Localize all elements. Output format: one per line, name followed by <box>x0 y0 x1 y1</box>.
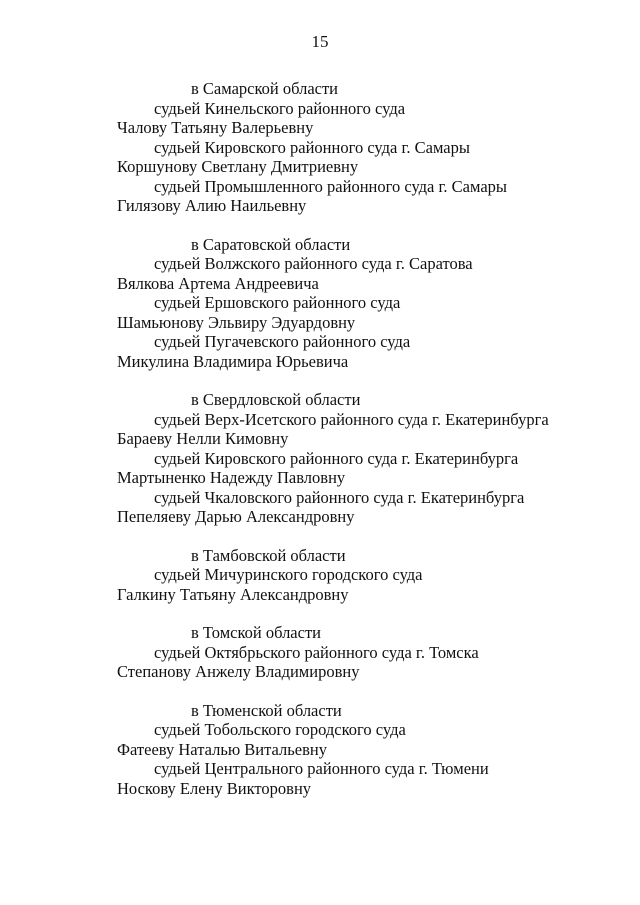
court-line: судьей Октябрьского районного суда г. Томска <box>154 642 479 662</box>
judge-name: Гилязову Алию Наильевну <box>117 196 307 215</box>
region-block-tyumen <box>117 701 617 799</box>
region-block-samara <box>117 79 617 216</box>
judge-name: Носкову Елену Викторовну <box>117 778 312 798</box>
region-block-tomsk <box>117 623 617 682</box>
region-title: в Тюменской области <box>191 700 342 720</box>
court-line: судьей Центрального районного суда г. Тюмени <box>154 759 489 778</box>
court-line: судьей Пугачевского районного суда <box>154 332 411 351</box>
court-line: судьей Кировского районного суда г. Екатеринбурга <box>154 448 519 468</box>
region-title: в Саратовской области <box>191 234 351 254</box>
court-line: судьей Ершовского районного суда <box>154 293 401 312</box>
judge-name: Мартыненко Надежду Павловну <box>117 468 346 487</box>
court-line: судьей Кинельского районного суда <box>154 98 406 118</box>
judge-name: Пепеляеву Дарью Александровну <box>117 507 355 526</box>
court-line: судьей Чкаловского районного суда г. Екатеринбурга <box>154 487 525 507</box>
judge-name: Галкину Татьяну Александровну <box>117 584 349 604</box>
judge-name: Степанову Анжелу Владимировну <box>117 662 360 681</box>
court-line: судьей Верх-Исетского районного суда г. Екатеринбурга <box>154 409 549 429</box>
judge-name: Чалову Татьяну Валерьевну <box>117 118 314 137</box>
court-line: судьей Волжского районного суда г. Саратова <box>154 254 473 273</box>
region-title: в Самарской области <box>191 79 339 98</box>
court-line: судьей Тобольского городского суда <box>154 720 406 739</box>
judge-name: Фатееву Наталью Витальевну <box>117 739 327 759</box>
court-line: судьей Промышленного районного суда г. Самары <box>154 176 507 196</box>
court-line: судьей Кировского районного суда г. Самары <box>154 137 470 157</box>
judge-name: Бараеву Нелли Кимовну <box>117 429 289 448</box>
judge-name: Микулина Владимира Юрьевича <box>117 351 349 371</box>
court-line: судьей Мичуринского городского суда <box>154 565 423 584</box>
judge-name: Вялкова Артема Андреевича <box>117 273 319 293</box>
region-block-saratov <box>117 235 617 372</box>
region-block-sverdlovsk <box>117 390 617 527</box>
region-title: в Свердловской области <box>191 390 361 409</box>
region-title: в Тамбовской области <box>191 545 346 565</box>
judge-name: Коршунову Светлану Дмитриевну <box>117 157 359 176</box>
document-body <box>117 79 617 817</box>
page-number: 15 <box>311 32 329 51</box>
region-block-tambov <box>117 546 617 605</box>
region-title: в Томской области <box>191 623 321 642</box>
judge-name: Шамьюнову Эльвиру Эдуардовну <box>117 312 356 332</box>
